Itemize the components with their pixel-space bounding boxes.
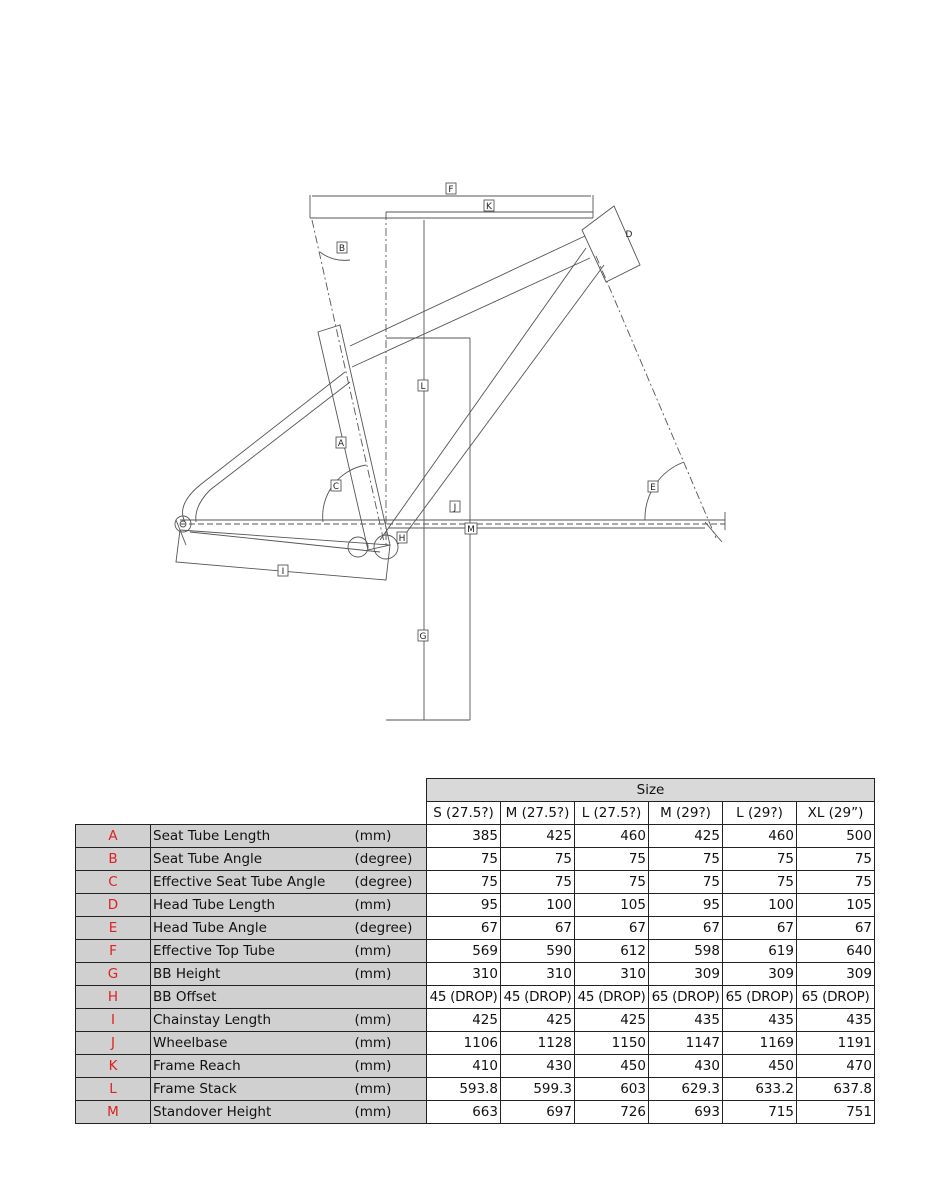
row-name: Frame Stack (151, 1078, 353, 1101)
diagram-label-L (418, 380, 428, 392)
row-value: 1169 (723, 1032, 797, 1055)
row-value: 65 (DROP) (797, 986, 875, 1009)
row-value: 663 (427, 1101, 501, 1124)
row-value: 612 (575, 940, 649, 963)
diagram-label-D (626, 230, 633, 240)
row-value: 425 (649, 825, 723, 848)
table-row (76, 1055, 875, 1078)
row-letter: J (76, 1032, 151, 1055)
table-row (76, 986, 875, 1009)
row-value: 75 (501, 848, 575, 871)
row-letter: A (76, 825, 151, 848)
svg-text:B: B (338, 244, 346, 254)
table-row (76, 1101, 875, 1124)
row-value: 425 (501, 825, 575, 848)
row-value: 75 (649, 848, 723, 871)
row-value: 67 (649, 917, 723, 940)
row-letter: L (76, 1078, 151, 1101)
row-value: 693 (649, 1101, 723, 1124)
row-value: 75 (797, 848, 875, 871)
row-value: 75 (427, 848, 501, 871)
size-header-0: S (27.5?) (427, 802, 501, 825)
table-row (76, 1078, 875, 1101)
row-name: Seat Tube Length (151, 825, 353, 848)
row-letter: E (76, 917, 151, 940)
row-value: 460 (575, 825, 649, 848)
size-title: Size (427, 779, 875, 802)
row-value: 75 (649, 871, 723, 894)
row-name: Frame Reach (151, 1055, 353, 1078)
row-value: 450 (723, 1055, 797, 1078)
table-row (76, 825, 875, 848)
row-name: BB Offset (151, 986, 353, 1009)
row-value: 629.3 (649, 1078, 723, 1101)
diagram-label-B (337, 242, 347, 254)
row-name: Effective Seat Tube Angle (151, 871, 353, 894)
table-row (76, 1032, 875, 1055)
row-value: 75 (501, 871, 575, 894)
row-unit: (mm) (353, 825, 427, 848)
row-value: 715 (723, 1101, 797, 1124)
row-value: 1150 (575, 1032, 649, 1055)
row-name: Chainstay Length (151, 1009, 353, 1032)
diagram-label-E (648, 481, 658, 493)
row-value: 569 (427, 940, 501, 963)
row-unit: (mm) (353, 1101, 427, 1124)
row-value: 67 (797, 917, 875, 940)
row-value: 45 (DROP) (575, 986, 649, 1009)
row-value: 75 (427, 871, 501, 894)
row-value: 67 (723, 917, 797, 940)
row-value: 640 (797, 940, 875, 963)
row-value: 65 (DROP) (723, 986, 797, 1009)
row-value: 633.2 (723, 1078, 797, 1101)
row-value: 75 (723, 848, 797, 871)
row-value: 598 (649, 940, 723, 963)
row-unit: (degree) (353, 848, 427, 871)
row-value: 593.8 (427, 1078, 501, 1101)
row-value: 310 (501, 963, 575, 986)
row-value: 726 (575, 1101, 649, 1124)
row-value: 500 (797, 825, 875, 848)
row-value: 385 (427, 825, 501, 848)
diagram-label-A (336, 437, 346, 449)
size-header-2: L (27.5?) (575, 802, 649, 825)
row-value: 45 (DROP) (501, 986, 575, 1009)
svg-text:D: D (625, 230, 633, 240)
row-value: 310 (575, 963, 649, 986)
table-row (76, 963, 875, 986)
row-name: Effective Top Tube (151, 940, 353, 963)
row-value: 95 (427, 894, 501, 917)
svg-text:J: J (453, 503, 457, 513)
row-letter: D (76, 894, 151, 917)
row-value: 435 (649, 1009, 723, 1032)
row-name: Wheelbase (151, 1032, 353, 1055)
row-value: 450 (575, 1055, 649, 1078)
table-row (76, 1009, 875, 1032)
row-value: 435 (797, 1009, 875, 1032)
row-value: 1128 (501, 1032, 575, 1055)
row-value: 310 (427, 963, 501, 986)
row-value: 425 (575, 1009, 649, 1032)
row-value: 751 (797, 1101, 875, 1124)
row-value: 590 (501, 940, 575, 963)
table-row (76, 917, 875, 940)
diagram-label-F (446, 183, 456, 195)
row-value: 67 (501, 917, 575, 940)
row-letter: H (76, 986, 151, 1009)
diagram-label-H (397, 532, 407, 544)
row-value: 67 (427, 917, 501, 940)
row-letter: I (76, 1009, 151, 1032)
row-unit: (mm) (353, 1078, 427, 1101)
row-name: Seat Tube Angle (151, 848, 353, 871)
row-letter: B (76, 848, 151, 871)
row-value: 75 (575, 848, 649, 871)
row-value: 105 (575, 894, 649, 917)
svg-text:M: M (467, 525, 475, 535)
row-letter: M (76, 1101, 151, 1124)
row-value: 75 (723, 871, 797, 894)
svg-text:K: K (486, 202, 492, 212)
row-name: Standover Height (151, 1101, 353, 1124)
row-value: 1147 (649, 1032, 723, 1055)
row-letter: C (76, 871, 151, 894)
row-value: 75 (797, 871, 875, 894)
diagram-label-G (418, 630, 428, 642)
row-unit (353, 986, 427, 1009)
row-unit: (mm) (353, 1055, 427, 1078)
table-row (76, 848, 875, 871)
size-header-4: L (29?) (723, 802, 797, 825)
row-value: 1191 (797, 1032, 875, 1055)
row-unit: (mm) (353, 1009, 427, 1032)
row-value: 105 (797, 894, 875, 917)
row-unit: (degree) (353, 871, 427, 894)
row-value: 100 (723, 894, 797, 917)
svg-text:H: H (398, 534, 406, 544)
row-value: 410 (427, 1055, 501, 1078)
row-value: 1106 (427, 1032, 501, 1055)
svg-text:C: C (332, 482, 340, 492)
row-unit: (mm) (353, 940, 427, 963)
row-value: 100 (501, 894, 575, 917)
svg-text:E: E (650, 483, 656, 493)
row-value: 425 (427, 1009, 501, 1032)
row-value: 425 (501, 1009, 575, 1032)
diagram-label-K (484, 200, 494, 212)
svg-text:F: F (448, 185, 454, 195)
diagram-label-J (450, 501, 460, 513)
table-row (76, 871, 875, 894)
svg-text:A: A (337, 439, 345, 449)
row-value: 430 (649, 1055, 723, 1078)
table-row (76, 894, 875, 917)
svg-text:L: L (420, 382, 426, 392)
svg-text:I: I (281, 567, 285, 577)
row-value: 460 (723, 825, 797, 848)
diagram-label-C (331, 480, 341, 492)
row-unit: (mm) (353, 894, 427, 917)
row-value: 697 (501, 1101, 575, 1124)
diagram-label-I (278, 565, 288, 577)
size-header-row (76, 802, 875, 825)
row-value: 45 (DROP) (427, 986, 501, 1009)
row-value: 435 (723, 1009, 797, 1032)
row-value: 430 (501, 1055, 575, 1078)
row-name: Head Tube Angle (151, 917, 353, 940)
geometry-table (75, 778, 875, 1124)
row-value: 599.3 (501, 1078, 575, 1101)
row-value: 95 (649, 894, 723, 917)
row-letter: F (76, 940, 151, 963)
diagram-label-M (465, 523, 477, 535)
row-value: 603 (575, 1078, 649, 1101)
row-value: 75 (575, 871, 649, 894)
row-unit: (degree) (353, 917, 427, 940)
size-header-1: M (27.5?) (501, 802, 575, 825)
row-value: 67 (575, 917, 649, 940)
row-value: 470 (797, 1055, 875, 1078)
row-value: 65 (DROP) (649, 986, 723, 1009)
row-value: 309 (797, 963, 875, 986)
size-header-3: M (29?) (649, 802, 723, 825)
row-value: 637.8 (797, 1078, 875, 1101)
row-value: 619 (723, 940, 797, 963)
row-letter: G (76, 963, 151, 986)
svg-text:G: G (419, 632, 427, 642)
row-name: Head Tube Length (151, 894, 353, 917)
table-row (76, 940, 875, 963)
size-title-row (76, 779, 875, 802)
row-unit: (mm) (353, 963, 427, 986)
row-unit: (mm) (353, 1032, 427, 1055)
row-name: BB Height (151, 963, 353, 986)
row-value: 309 (649, 963, 723, 986)
row-letter: K (76, 1055, 151, 1078)
row-value: 309 (723, 963, 797, 986)
size-header-5: XL (29”) (797, 802, 875, 825)
